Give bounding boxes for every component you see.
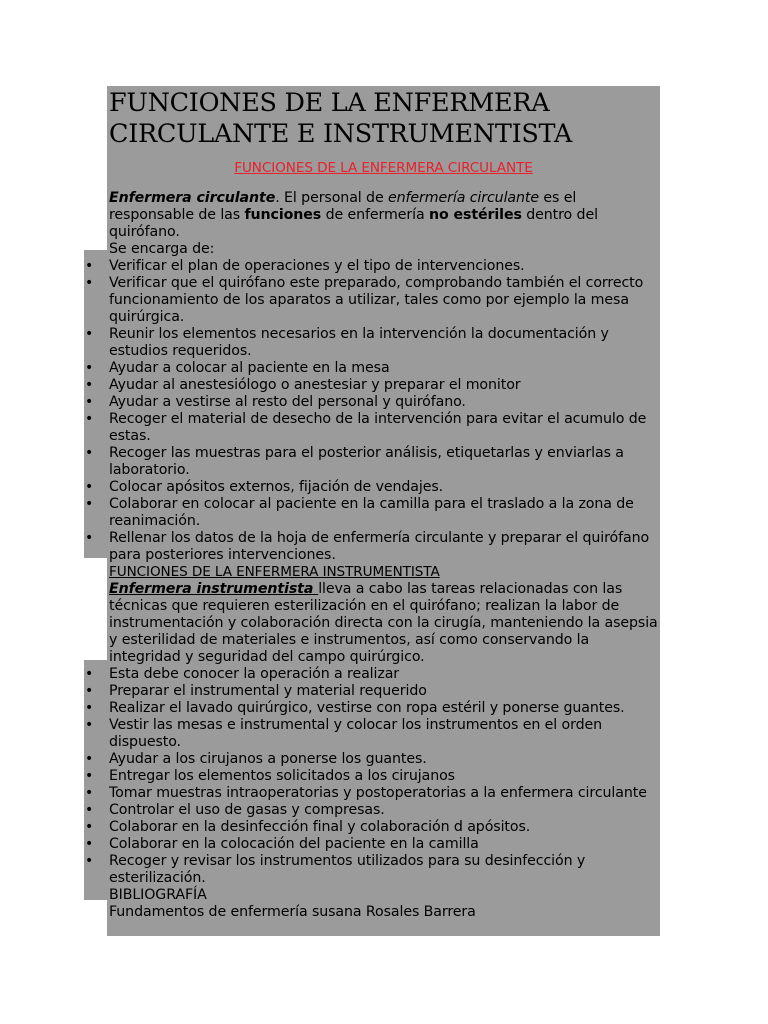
bullet-icon: •	[85, 258, 94, 274]
bullet-icon: •	[85, 394, 94, 410]
bullet-icon: •	[85, 717, 94, 733]
list-item: • Colaborar en la colocación del paciente en la camilla	[85, 836, 479, 852]
bullet-icon: •	[85, 785, 94, 801]
list-item: • Reunir los elementos necesarios en la intervención la documentación y estudios requeridos.	[85, 326, 609, 359]
document-body	[85, 86, 658, 921]
bullet-icon: •	[85, 377, 94, 393]
list-item: • Recoger las muestras para el posterior análisis, etiquetarlas y enviarlas a laboratorio.	[85, 445, 624, 478]
bullet-icon: •	[85, 445, 94, 461]
circulante-list	[85, 258, 658, 564]
list-item: • Recoger y revisar los instrumentos utilizados para su desinfección y esterilización.	[85, 853, 586, 886]
bullet-icon: •	[85, 275, 94, 291]
list-item: • Entregar los elementos solicitados a los cirujanos	[85, 768, 455, 784]
circulante-lead: Se encarga de:	[109, 241, 215, 257]
bibliography-entry: Fundamentos de enfermería susana Rosales Barrera	[109, 904, 476, 920]
list-item: • Verificar que el quirófano este preparado, comprobando también el correcto funcionamiento de los aparatos a utilizar, tales como por ejemplo la mesa quirúrgica.	[85, 275, 644, 325]
list-item: • Colocar apósitos externos, fijación de vendajes.	[85, 479, 444, 495]
circulante-term: Enfermera circulante	[109, 190, 276, 206]
circulante-intro: Enfermera circulante. El personal de enfermería circulante es el responsable de las funciones de enfermería no estériles dentro del quirófano.	[109, 190, 598, 240]
list-item: • Ayudar a los cirujanos a ponerse los guantes.	[85, 751, 427, 767]
list-item: • Ayudar a colocar al paciente en la mesa	[85, 360, 390, 376]
list-item: • Verificar el plan de operaciones y el tipo de intervenciones.	[85, 258, 525, 274]
list-item: • Ayudar al anestesiólogo o anestesiar y preparar el monitor	[85, 377, 521, 393]
instrumentista-intro: Enfermera instrumentista lleva a cabo las tareas relacionadas con las técnicas que requieren esterilización en el quirófano; realizan la labor de instrumentación y colaboración directa con la cirugía, manteniendo la asepsia y esterilidad de materiales e instrumentos, así como conservando la integridad y seguridad del campo quirúrgico.	[109, 581, 658, 665]
list-item: • Ayudar a vestirse al resto del personal y quirófano.	[85, 394, 466, 410]
list-item: • Colaborar en colocar al paciente en la camilla para el traslado a la zona de reanimación.	[85, 496, 634, 529]
bullet-icon: •	[85, 326, 94, 342]
list-item: • Realizar el lavado quirúrgico, vestirse con ropa estéril y ponerse guantes.	[85, 700, 625, 716]
bullet-icon: •	[85, 496, 94, 512]
list-item: • Tomar muestras intraoperatorias y postoperatorias a la enfermera circulante	[85, 785, 647, 801]
bullet-icon: •	[85, 836, 94, 852]
bibliography-heading: BIBLIOGRAFÍA	[109, 887, 207, 903]
bullet-icon: •	[85, 666, 94, 682]
bullet-icon: •	[85, 360, 94, 376]
bullet-icon: •	[85, 819, 94, 835]
document-title	[109, 88, 658, 150]
bullet-icon: •	[85, 751, 94, 767]
title-line-1: FUNCIONES DE LA ENFERMERA	[109, 88, 550, 118]
circulante-heading: FUNCIONES DE LA ENFERMERA CIRCULANTE	[234, 160, 533, 176]
list-item: • Recoger el material de desecho de la intervención para evitar el acumulo de estas.	[85, 411, 647, 444]
list-item: • Rellenar los datos de la hoja de enfermería circulante y preparar el quirófano para posteriores intervenciones.	[85, 530, 650, 563]
bullet-icon: •	[85, 530, 94, 546]
bullet-icon: •	[85, 853, 94, 869]
bullet-icon: •	[85, 802, 94, 818]
instrumentista-list	[85, 666, 658, 887]
bullet-icon: •	[85, 700, 94, 716]
instrumentista-term: Enfermera instrumentista	[109, 581, 319, 597]
list-item: • Esta debe conocer la operación a realizar	[85, 666, 400, 682]
bullet-icon: •	[85, 411, 94, 427]
instrumentista-heading: FUNCIONES DE LA ENFERMERA INSTRUMENTISTA	[109, 564, 440, 580]
list-item: • Vestir las mesas e instrumental y colocar los instrumentos en el orden dispuesto.	[85, 717, 603, 750]
list-item: • Controlar el uso de gasas y compresas.	[85, 802, 385, 818]
list-item: • Colaborar en la desinfección final y colaboración d apósitos.	[85, 819, 531, 835]
title-line-2: CIRCULANTE E INSTRUMENTISTA	[109, 119, 572, 149]
bullet-icon: •	[85, 479, 94, 495]
list-item: • Preparar el instrumental y material requerido	[85, 683, 427, 699]
bullet-icon: •	[85, 683, 94, 699]
bullet-icon: •	[85, 768, 94, 784]
